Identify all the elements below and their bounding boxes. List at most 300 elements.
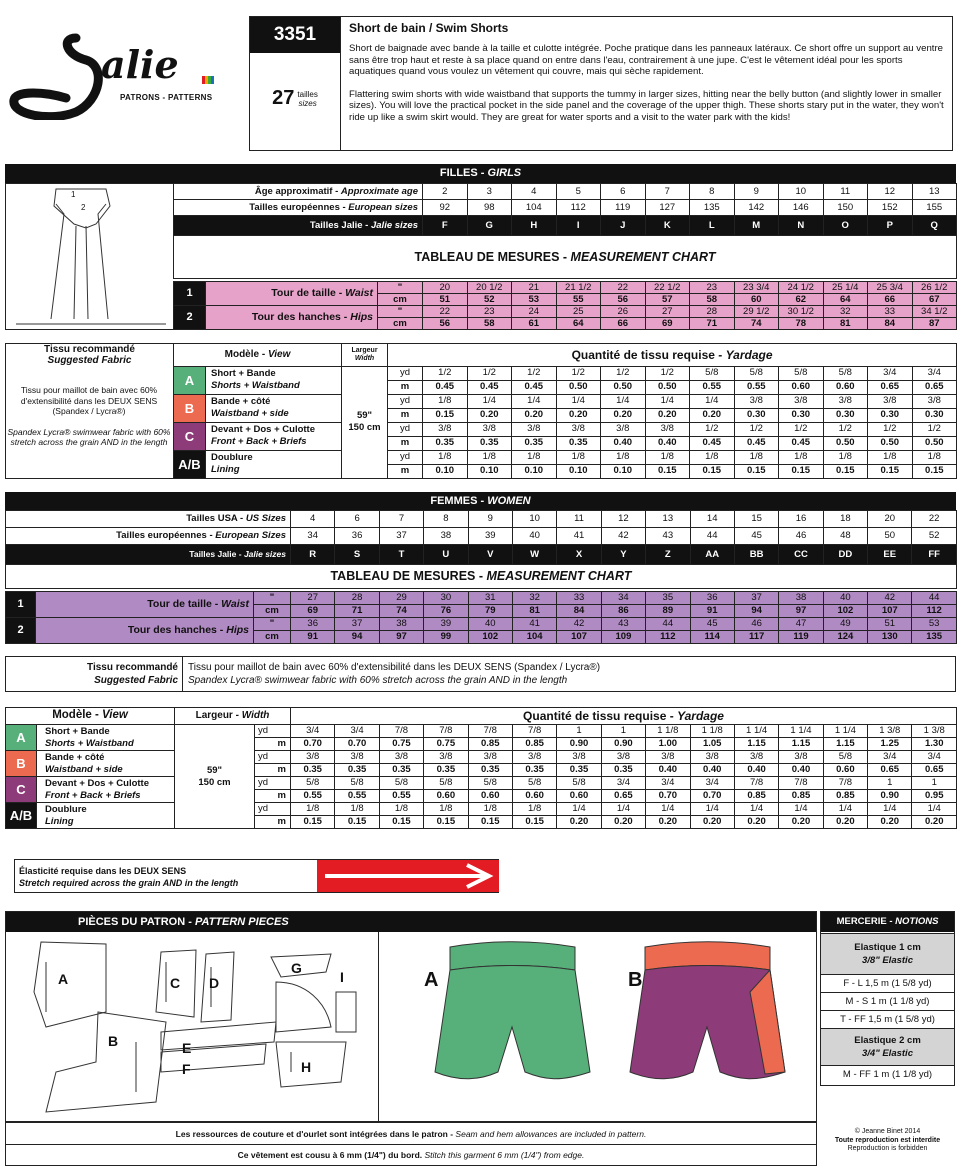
size-cell: 3/4 bbox=[291, 725, 335, 738]
size-cell: 3/8 bbox=[512, 422, 557, 436]
size-cell: 3/8 bbox=[601, 422, 646, 436]
size-cell: 0.10 bbox=[467, 464, 512, 478]
size-cell: FF bbox=[912, 545, 956, 565]
brand-logo bbox=[6, 30, 216, 120]
size-cell: 5/8 bbox=[779, 366, 824, 380]
piece-label-i: I bbox=[340, 969, 344, 985]
size-cell: 99 bbox=[424, 631, 468, 644]
rights-en: Reproduction is forbidden bbox=[847, 1145, 928, 1152]
size-cell: 1.30 bbox=[912, 738, 957, 751]
size-cell: 7 bbox=[379, 511, 423, 528]
size-cell: 5/8 bbox=[468, 777, 512, 790]
size-cell: 79 bbox=[468, 605, 512, 618]
size-cell: 1/8 bbox=[912, 450, 957, 464]
elastic-1-row: F - L 1,5 m (1 5/8 yd) bbox=[821, 975, 954, 993]
size-cell: 42 bbox=[557, 618, 601, 631]
size-cell: 1.15 bbox=[779, 738, 823, 751]
size-cell: 0.35 bbox=[423, 436, 468, 450]
size-cell: 1 1/4 bbox=[734, 725, 778, 738]
size-cell: 3/8 bbox=[423, 422, 468, 436]
size-cell: 89 bbox=[646, 605, 690, 618]
size-cell: 1/8 bbox=[645, 450, 690, 464]
size-cell: 0.95 bbox=[912, 790, 957, 803]
size-cell: 3/8 bbox=[467, 422, 512, 436]
size-cell: 1/4 bbox=[734, 803, 778, 816]
size-cell: 0.40 bbox=[645, 436, 690, 450]
footer-notes bbox=[5, 1122, 817, 1166]
stretch-text-en: Stretch required across the grain AND in the length bbox=[19, 878, 239, 888]
size-cell: 0.20 bbox=[467, 408, 512, 422]
size-cell: 1/4 bbox=[601, 803, 645, 816]
size-cell: 0.15 bbox=[379, 816, 423, 829]
women-model-header: Modèle - View bbox=[6, 708, 175, 725]
view-name: Short + Bande Shorts + Waistband bbox=[206, 366, 342, 394]
size-cell: 1/8 bbox=[291, 803, 335, 816]
girls-fabric-title: Tissu recommandé Suggested Fabric bbox=[6, 344, 174, 367]
size-cell: 16 bbox=[779, 511, 823, 528]
size-cell: 0.20 bbox=[646, 816, 690, 829]
piece-label-f: F bbox=[182, 1061, 191, 1077]
size-cell: 46 bbox=[779, 528, 823, 545]
size-cell: 0.70 bbox=[646, 790, 690, 803]
size-cell: Y bbox=[601, 545, 645, 565]
size-cell: 0.60 bbox=[823, 764, 867, 777]
size-cell: 1/2 bbox=[556, 366, 601, 380]
size-cell: 40 bbox=[512, 528, 556, 545]
size-cell: 0.75 bbox=[424, 738, 468, 751]
size-cell: 0.15 bbox=[468, 816, 512, 829]
view-name: Devant + Dos + Culotte Front + Back + Briefs bbox=[37, 777, 175, 803]
elastic-2-title-en: 3/4" Elastic bbox=[862, 1048, 913, 1059]
view-name: Short + Bande Shorts + Waistband bbox=[37, 725, 175, 751]
women-width-value: 59" 150 cm bbox=[175, 725, 255, 829]
size-cell: 0.35 bbox=[601, 764, 645, 777]
size-cell: 1 1/8 bbox=[646, 725, 690, 738]
elastic-1-row: M - S 1 m (1 1/8 yd) bbox=[821, 993, 954, 1011]
size-cell: 1/4 bbox=[646, 803, 690, 816]
women-chart-title: TABLEAU DE MESURES - MEASUREMENT CHART bbox=[6, 565, 957, 589]
size-cell: 51 bbox=[868, 618, 912, 631]
size-cell: 1 bbox=[557, 725, 601, 738]
size-cell: 1/4 bbox=[556, 394, 601, 408]
size-cell: 35 bbox=[646, 592, 690, 605]
size-cell: 29 bbox=[379, 592, 423, 605]
size-cell: 1/2 bbox=[423, 366, 468, 380]
size-cell: 5/8 bbox=[823, 751, 867, 764]
size-cell: 109 bbox=[601, 631, 645, 644]
size-cell: 1.00 bbox=[646, 738, 690, 751]
size-cell: 3/4 bbox=[601, 777, 645, 790]
svg-text:alie: alie bbox=[101, 42, 179, 87]
size-cell: 5/8 bbox=[823, 366, 868, 380]
size-cell: 1/4 bbox=[912, 803, 957, 816]
girls-width-header: Largeur Width bbox=[342, 344, 388, 367]
size-cell: 6 bbox=[335, 511, 379, 528]
elastic-2-row: M - FF 1 m (1 1/8 yd) bbox=[842, 1069, 933, 1080]
size-cell: 53 bbox=[912, 618, 956, 631]
size-cell: 0.55 bbox=[291, 790, 335, 803]
size-cell: 0.15 bbox=[291, 816, 335, 829]
size-cell: 0.35 bbox=[557, 764, 601, 777]
size-cell: 7/8 bbox=[734, 777, 778, 790]
size-cell: 0.15 bbox=[423, 408, 468, 422]
women-width-header: Largeur - Width bbox=[175, 708, 291, 725]
size-cell: 0.35 bbox=[467, 436, 512, 450]
women-fabric-title-fr: Tissu recommandé bbox=[87, 662, 178, 673]
size-cell: 7/8 bbox=[379, 725, 423, 738]
piece-label-g: G bbox=[291, 960, 302, 976]
notions-title: MERCERIE - NOTIONS bbox=[821, 912, 954, 932]
size-cell: 3/8 bbox=[291, 751, 335, 764]
size-cell: 36 bbox=[690, 592, 734, 605]
size-cell: 3/8 bbox=[912, 394, 957, 408]
sizes-count: 27 bbox=[272, 87, 295, 109]
size-cell: 0.15 bbox=[335, 816, 379, 829]
size-cell: 0.45 bbox=[512, 380, 557, 394]
size-cell: 0.20 bbox=[645, 408, 690, 422]
size-cell: 3/8 bbox=[645, 422, 690, 436]
piece-label-d: D bbox=[209, 975, 220, 991]
size-cell: 0.50 bbox=[823, 436, 868, 450]
size-cell: 44 bbox=[690, 528, 734, 545]
size-cell: 1/4 bbox=[823, 803, 867, 816]
size-cell: 0.50 bbox=[645, 380, 690, 394]
size-cell: 36 bbox=[335, 528, 379, 545]
svg-text:2: 2 bbox=[81, 203, 86, 212]
size-cell: 1/8 bbox=[868, 450, 913, 464]
piece-label-h: H bbox=[301, 1059, 312, 1075]
size-cell: 0.50 bbox=[601, 380, 646, 394]
jalie-logo-icon bbox=[6, 30, 216, 120]
size-cell: 1/2 bbox=[467, 366, 512, 380]
size-cell: 1/8 bbox=[379, 803, 423, 816]
size-cell: 3/8 bbox=[690, 751, 734, 764]
size-cell: 0.20 bbox=[556, 408, 601, 422]
size-cell: 0.70 bbox=[335, 738, 379, 751]
size-cell: 0.15 bbox=[823, 464, 868, 478]
footer-line-2-fr: Ce vêtement est cousu à 6 mm (1/4") du bord. bbox=[237, 1150, 425, 1160]
size-cell: CC bbox=[779, 545, 823, 565]
footer-line-1-en: Seam and hem allowances are included in pattern. bbox=[455, 1129, 647, 1139]
size-cell: 0.30 bbox=[868, 408, 913, 422]
size-cell: 135 bbox=[912, 631, 956, 644]
size-cell: 0.60 bbox=[512, 790, 556, 803]
size-cell: 39 bbox=[424, 618, 468, 631]
size-cell: 1.15 bbox=[734, 738, 778, 751]
size-cell: 81 bbox=[512, 605, 556, 618]
size-cell: 5/8 bbox=[424, 777, 468, 790]
size-cell: 3/4 bbox=[690, 777, 734, 790]
size-cell: 0.30 bbox=[912, 408, 957, 422]
size-cell: 0.45 bbox=[734, 436, 779, 450]
women-fabric-desc-en: Spandex Lycra® swimwear fabric with 60% stretch across the grain AND in the length bbox=[188, 675, 568, 686]
size-cell: 31 bbox=[468, 592, 512, 605]
girls-size-table: Âge approximatif - Approximate age 2 3 4 5 6 7 8 9 10 11 12 13 Tailles européennes - European sizes 92 98 104 112 119 127 135 142 146 150 152 155 Tailles Jalie - Jalie sizes F G H I J K L M N O P Q TABLEAU DE MESURES - MEASUREMENT CHART bbox=[173, 183, 957, 279]
size-cell: 40 bbox=[823, 592, 867, 605]
size-cell: 91 bbox=[690, 605, 734, 618]
size-cell: 45 bbox=[690, 618, 734, 631]
size-cell: 37 bbox=[734, 592, 778, 605]
size-cell: 3/8 bbox=[734, 751, 778, 764]
size-cell: 0.15 bbox=[645, 464, 690, 478]
size-cell: 0.90 bbox=[601, 738, 645, 751]
size-cell: 45 bbox=[734, 528, 778, 545]
view-b-label: B bbox=[628, 969, 643, 991]
size-cell: 7/8 bbox=[468, 725, 512, 738]
size-cell: 0.85 bbox=[779, 790, 823, 803]
size-cell: 3/8 bbox=[601, 751, 645, 764]
size-cell: 3/4 bbox=[912, 366, 957, 380]
eu-label: Tailles européennes - European sizes bbox=[174, 200, 423, 216]
size-cell: 0.15 bbox=[912, 464, 957, 478]
girls-chart-title: TABLEAU DE MESURES - MEASUREMENT CHART bbox=[174, 236, 957, 279]
piece-label-b: B bbox=[108, 1033, 119, 1049]
size-cell: 124 bbox=[823, 631, 867, 644]
size-cell: 94 bbox=[734, 605, 778, 618]
size-cell: 0.15 bbox=[868, 464, 913, 478]
size-cell: 1 1/4 bbox=[823, 725, 867, 738]
size-cell: 1/4 bbox=[779, 803, 823, 816]
size-cell: 0.35 bbox=[556, 436, 601, 450]
size-cell: 0.85 bbox=[823, 790, 867, 803]
size-cell: 1/4 bbox=[512, 394, 557, 408]
size-cell: 0.65 bbox=[912, 764, 957, 777]
size-cell: 22 bbox=[912, 511, 956, 528]
size-cell: 0.35 bbox=[468, 764, 512, 777]
size-cell: 3/8 bbox=[512, 751, 556, 764]
piece-label-c: C bbox=[170, 975, 181, 991]
description-en: Flattering swim shorts with wide waistband that supports the tummy in larger sizes, hitting near the belly button (and slightly lower in smaller sizes). You will love the practical pocket in the side panel and the coverage of the upper thigh. These shorts stary put in the water, they won't ride up like a swim skirt would. They are great for water sports and a visit to the water park with the kids! bbox=[349, 88, 944, 123]
size-cell: 40 bbox=[468, 618, 512, 631]
view-name: Devant + Dos + Culotte Front + Back + Briefs bbox=[206, 422, 342, 450]
size-cell: 1/2 bbox=[512, 366, 557, 380]
size-cell: 0.75 bbox=[379, 738, 423, 751]
size-cell: EE bbox=[868, 545, 912, 565]
size-cell: 0.20 bbox=[690, 408, 735, 422]
size-cell: 1/8 bbox=[424, 803, 468, 816]
size-cell: 1 1/4 bbox=[779, 725, 823, 738]
size-cell: 3/8 bbox=[779, 394, 824, 408]
size-cell: 41 bbox=[512, 618, 556, 631]
size-cell: 33 bbox=[557, 592, 601, 605]
size-cell: 0.30 bbox=[734, 408, 779, 422]
girls-width-value: 59" 150 cm bbox=[342, 366, 388, 478]
size-cell: 0.85 bbox=[512, 738, 556, 751]
size-cell: 119 bbox=[779, 631, 823, 644]
size-cell: 1/8 bbox=[556, 450, 601, 464]
size-cell: 15 bbox=[734, 511, 778, 528]
size-cell: 47 bbox=[779, 618, 823, 631]
size-cell: 0.20 bbox=[823, 816, 867, 829]
size-cell: 50 bbox=[868, 528, 912, 545]
size-cell: 1 bbox=[912, 777, 957, 790]
size-cell: 38 bbox=[379, 618, 423, 631]
size-cell: 0.90 bbox=[557, 738, 601, 751]
size-cell: 0.60 bbox=[823, 380, 868, 394]
size-cell: 91 bbox=[291, 631, 335, 644]
size-cell: 1/2 bbox=[868, 422, 913, 436]
women-section-title: FEMMES - WOMEN bbox=[5, 492, 956, 510]
girls-yardage-header: Quantité de tissu requise - Yardage bbox=[388, 344, 957, 367]
size-cell: 1/8 bbox=[423, 394, 468, 408]
view-badge: A/B bbox=[6, 803, 37, 829]
size-cell: 3/8 bbox=[335, 751, 379, 764]
size-cell: 4 bbox=[291, 511, 335, 528]
size-cell: 1/8 bbox=[779, 450, 824, 464]
women-measure-table: 1 Tour de taille - Waist " 27 28 29 30 31 32 33 34 35 36 37 38 40 42 44 cm 69 71 74 76 79 81 84 86 89 91 94 97 102 107 112 2 Tour des hanches - Hips " 36 37 38 39 40 41 42 43 44 45 46 47 49 51 53 cm 91 94 97 99 102 104 107 109 112 114 117 119 124 130 135 bbox=[5, 591, 957, 644]
size-cell: 3/4 bbox=[868, 366, 913, 380]
size-cell: 0.65 bbox=[601, 790, 645, 803]
size-cell: 44 bbox=[646, 618, 690, 631]
size-cell: 0.35 bbox=[335, 764, 379, 777]
size-cell: 0.40 bbox=[601, 436, 646, 450]
size-cell: 1/4 bbox=[690, 803, 734, 816]
women-fabric-box bbox=[5, 656, 956, 692]
size-cell: 130 bbox=[868, 631, 912, 644]
size-cell: 117 bbox=[734, 631, 778, 644]
size-cell: 3/8 bbox=[556, 422, 601, 436]
size-cell: 0.20 bbox=[912, 816, 957, 829]
size-cell: 104 bbox=[512, 631, 556, 644]
elastic-1-title-en: 3/8" Elastic bbox=[862, 955, 913, 966]
stretch-arrow-icon bbox=[317, 860, 499, 892]
size-cell: 97 bbox=[779, 605, 823, 618]
women-fabric-title-en: Suggested Fabric bbox=[94, 675, 178, 686]
description-fr: Short de baignade avec bande à la taille et culotte intégrée. Poche pratique dans les panneaux latéraux. Ce short offre un support au ventre sans être trop haut et reste à sa place quand on entre dans l'eau, contrairement à une jupe. C'est le vêtement idéal pour les sports aquatiques quand vous voulez un vêtement qui couvre, mais qui sèche rapidement. bbox=[349, 43, 943, 77]
size-cell: 0.20 bbox=[868, 816, 912, 829]
size-cell: 1 bbox=[601, 725, 645, 738]
size-cell: 1 bbox=[868, 777, 912, 790]
size-cell: 49 bbox=[823, 618, 867, 631]
size-cell: 30 bbox=[424, 592, 468, 605]
size-cell: 1/4 bbox=[690, 394, 735, 408]
size-cell: 8 bbox=[424, 511, 468, 528]
size-cell: 112 bbox=[646, 631, 690, 644]
size-cell: 1/2 bbox=[823, 422, 868, 436]
size-cell: 44 bbox=[912, 592, 956, 605]
elastic-1-title-fr: Elastique 1 cm bbox=[854, 942, 921, 953]
view-badge: A/B bbox=[174, 450, 206, 478]
view-badge: A bbox=[174, 366, 206, 394]
size-cell: 37 bbox=[379, 528, 423, 545]
size-cell: 102 bbox=[823, 605, 867, 618]
svg-text:1: 1 bbox=[71, 190, 76, 199]
view-badge: C bbox=[6, 777, 37, 803]
size-cell: 0.50 bbox=[556, 380, 601, 394]
pattern-pieces-title: PIÈCES DU PATRON - PATTERN PIECES bbox=[6, 912, 816, 932]
size-cell: 3/8 bbox=[868, 394, 913, 408]
size-cell: 1/8 bbox=[734, 450, 779, 464]
body-figure-icon bbox=[6, 184, 174, 331]
size-cell: 0.50 bbox=[868, 436, 913, 450]
size-cell: 0.30 bbox=[779, 408, 824, 422]
brand-subtitle: PATRONS - PATTERNS bbox=[120, 93, 213, 102]
size-cell: 52 bbox=[912, 528, 956, 545]
size-cell: 7/8 bbox=[779, 777, 823, 790]
size-cell: 7/8 bbox=[823, 777, 867, 790]
size-cell: 34 bbox=[601, 592, 645, 605]
size-cell: 0.40 bbox=[779, 764, 823, 777]
size-cell: 12 bbox=[601, 511, 645, 528]
size-cell: 0.65 bbox=[868, 764, 912, 777]
size-cell: 0.30 bbox=[823, 408, 868, 422]
view-badge: A bbox=[6, 725, 37, 751]
age-label: Âge approximatif - Approximate age bbox=[174, 184, 423, 200]
notions-panel bbox=[820, 911, 955, 1086]
description-box bbox=[340, 16, 953, 151]
size-cell: 0.15 bbox=[734, 464, 779, 478]
size-cell: 42 bbox=[601, 528, 645, 545]
size-cell: 1/4 bbox=[557, 803, 601, 816]
size-cell: 76 bbox=[424, 605, 468, 618]
size-cell: 3/4 bbox=[912, 751, 957, 764]
shorts-illustration bbox=[380, 932, 816, 1122]
size-cell: 1/8 bbox=[690, 450, 735, 464]
size-cell: 0.55 bbox=[690, 380, 735, 394]
size-cell: 97 bbox=[379, 631, 423, 644]
size-cell: 20 bbox=[868, 511, 912, 528]
size-cell: 0.35 bbox=[424, 764, 468, 777]
size-cell: 0.10 bbox=[556, 464, 601, 478]
size-cell: 1/8 bbox=[512, 803, 556, 816]
size-cell: 27 bbox=[291, 592, 335, 605]
size-cell: 28 bbox=[335, 592, 379, 605]
size-cell: 0.20 bbox=[512, 408, 557, 422]
view-name: Bande + côté Waistband + side bbox=[206, 394, 342, 422]
size-cell: 1/2 bbox=[690, 422, 735, 436]
women-measure-label: Tour des hanches - Hips bbox=[36, 618, 254, 644]
elastic-2-title-fr: Elastique 2 cm bbox=[854, 1035, 921, 1046]
size-cell: 1/2 bbox=[601, 366, 646, 380]
size-cell: 0.65 bbox=[912, 380, 957, 394]
girls-hips-label: Tour des hanches - Hips bbox=[206, 306, 378, 330]
piece-label-a: A bbox=[58, 971, 69, 987]
size-cell: 3/4 bbox=[868, 751, 912, 764]
size-cell: 39 bbox=[468, 528, 512, 545]
rights-fr: Toute reproduction est interdite bbox=[834, 1136, 941, 1144]
size-cell: 5/8 bbox=[379, 777, 423, 790]
size-cell: 1 3/8 bbox=[912, 725, 957, 738]
size-cell: 0.45 bbox=[467, 380, 512, 394]
size-cell: 94 bbox=[335, 631, 379, 644]
size-cell: 1/4 bbox=[868, 803, 912, 816]
piece-label-e: E bbox=[182, 1040, 192, 1056]
size-cell: 0.15 bbox=[690, 464, 735, 478]
size-cell: 14 bbox=[690, 511, 734, 528]
size-cell: 84 bbox=[557, 605, 601, 618]
pattern-pieces-panel bbox=[5, 911, 817, 1122]
size-cell: 1/2 bbox=[912, 422, 957, 436]
girls-waist-label: Tour de taille - Waist bbox=[206, 282, 378, 306]
size-cell: 0.65 bbox=[868, 380, 913, 394]
size-cell: S bbox=[335, 545, 379, 565]
size-cell: 114 bbox=[690, 631, 734, 644]
size-cell: T bbox=[379, 545, 423, 565]
size-cell: 1/2 bbox=[645, 366, 690, 380]
size-cell: 1/8 bbox=[468, 803, 512, 816]
size-cell: 71 bbox=[335, 605, 379, 618]
size-cell: 0.10 bbox=[423, 464, 468, 478]
size-cell: 0.20 bbox=[734, 816, 778, 829]
size-cell: U bbox=[424, 545, 468, 565]
size-cell: 37 bbox=[335, 618, 379, 631]
size-cell: 42 bbox=[868, 592, 912, 605]
size-cell: 0.70 bbox=[291, 738, 335, 751]
size-cell: 0.85 bbox=[468, 738, 512, 751]
view-badge: B bbox=[174, 394, 206, 422]
size-cell: 1 1/8 bbox=[690, 725, 734, 738]
size-cell: 0.50 bbox=[912, 436, 957, 450]
